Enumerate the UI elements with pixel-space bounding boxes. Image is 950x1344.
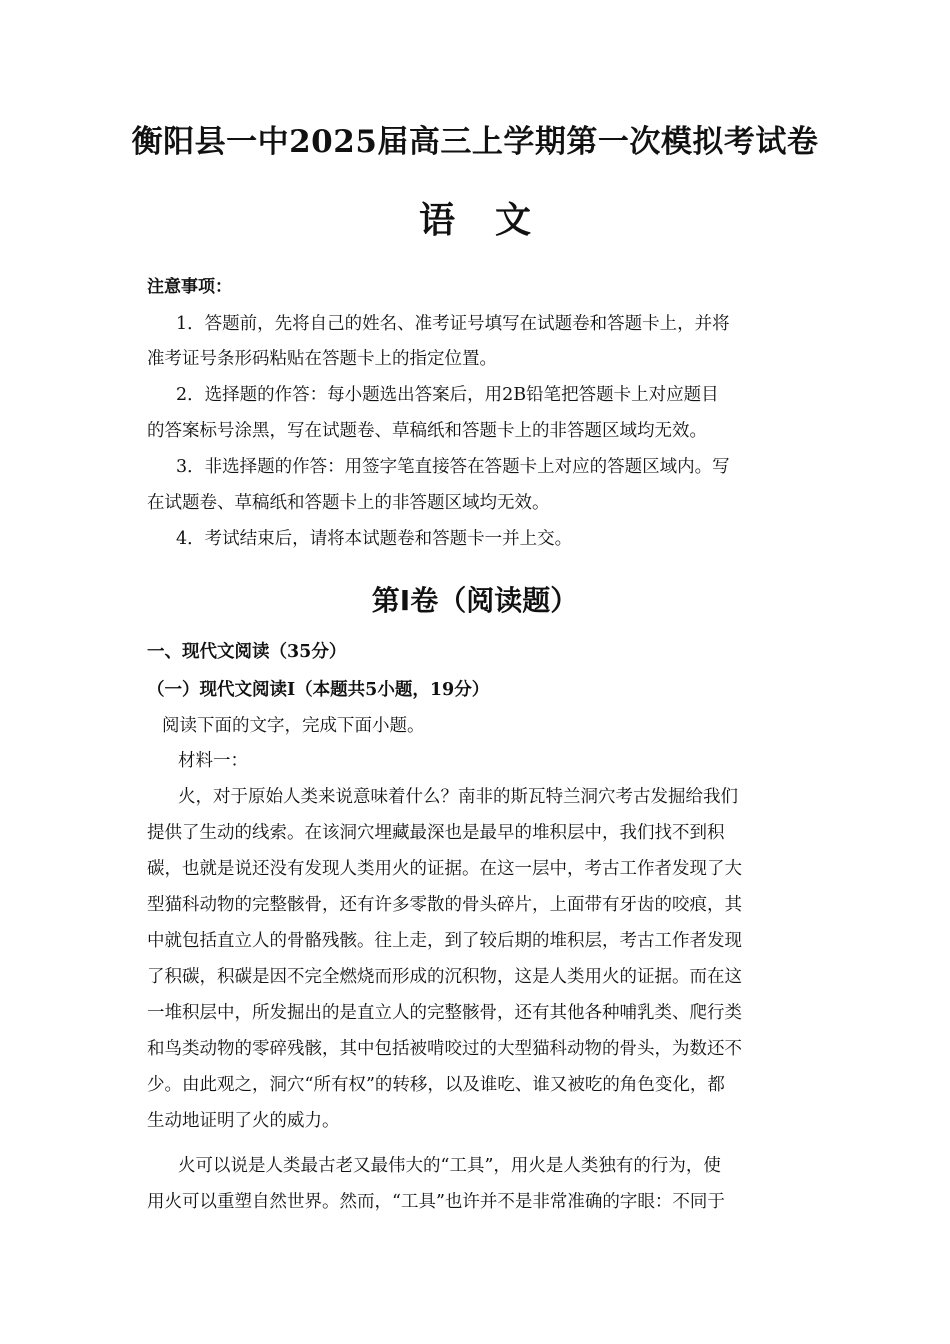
subject-title: 语文 (418, 200, 571, 241)
passage-line: 一堆积层中，所发掘出的是直立人的完整骸骨，还有其他各种哺乳类、爬行类 (147, 1003, 742, 1023)
passage-line: 和鸟类动物的零碎残骸，其中包括被啃咬过的大型猫科动物的骨头，为数还不 (147, 1039, 742, 1059)
note-line: 4．考试结束后，请将本试题卷和答题卡一并上交。 (176, 529, 573, 549)
note-line: 的答案标号涂黑，写在试题卷、草稿纸和答题卡上的非答题区域均无效。 (147, 421, 707, 441)
note-line: 2．选择题的作答：每小题选出答案后，用2B铅笔把答题卡上对应题目 (176, 385, 719, 405)
passage-line: 中就包括直立人的骨骼残骸。往上走，到了较后期的堆积层，考古工作者发现 (147, 931, 742, 951)
passage-line: 生动地证明了火的威力。 (147, 1111, 340, 1131)
note-line: 在试题卷、草稿纸和答题卡上的非答题区域均无效。 (147, 493, 550, 513)
passage-line: 提供了生动的线索。在该洞穴埋藏最深也是最早的堆积层中，我们找不到积 (147, 823, 725, 843)
notes-heading: 注意事项： (147, 277, 232, 297)
sub-heading: （一）现代文阅读Ⅰ（本题共5小题，19分） (147, 680, 490, 700)
material-label: 材料一： (178, 751, 248, 771)
passage-line: 火，对于原始人类来说意味着什么？南非的斯瓦特兰洞穴考古发掘给我们 (178, 787, 738, 807)
note-line: 3．非选择题的作答：用签字笔直接答在答题卡上对应的答题区域内。写 (176, 457, 730, 477)
passage-line: 火可以说是人类最古老又最伟大的“工具”，用火是人类独有的行为，使 (178, 1156, 721, 1176)
passage-line: 用火可以重塑自然世界。然而，“工具”也许并不是非常准确的字眼：不同于 (147, 1192, 725, 1212)
passage-line: 型猫科动物的完整骸骨，还有许多零散的骨头碎片，上面带有牙齿的咬痕，其 (147, 895, 742, 915)
note-line: 1．答题前，先将自己的姓名、准考证号填写在试题卷和答题卡上，并将 (176, 314, 730, 334)
passage-line: 少。由此观之，洞穴“所有权”的转移，以及谁吃、谁又被吃的角色变化，都 (147, 1075, 725, 1095)
exam-title: 衡阳县一中2025届高三上学期第一次模拟考试卷 (131, 124, 819, 160)
passage-line: 了积碳，积碳是因不完全燃烧而形成的沉积物，这是人类用火的证据。而在这 (147, 967, 742, 987)
passage-line: 碳，也就是说还没有发现人类用火的证据。在这一层中，考古工作者发现了大 (147, 859, 742, 879)
instruction-text: 阅读下面的文字，完成下面小题。 (162, 716, 425, 736)
section-title: 第Ⅰ卷（阅读题） (371, 584, 579, 617)
part-heading: 一、现代文阅读（35分） (147, 642, 347, 662)
note-line: 准考证号条形码粘贴在答题卡上的指定位置。 (147, 349, 497, 369)
